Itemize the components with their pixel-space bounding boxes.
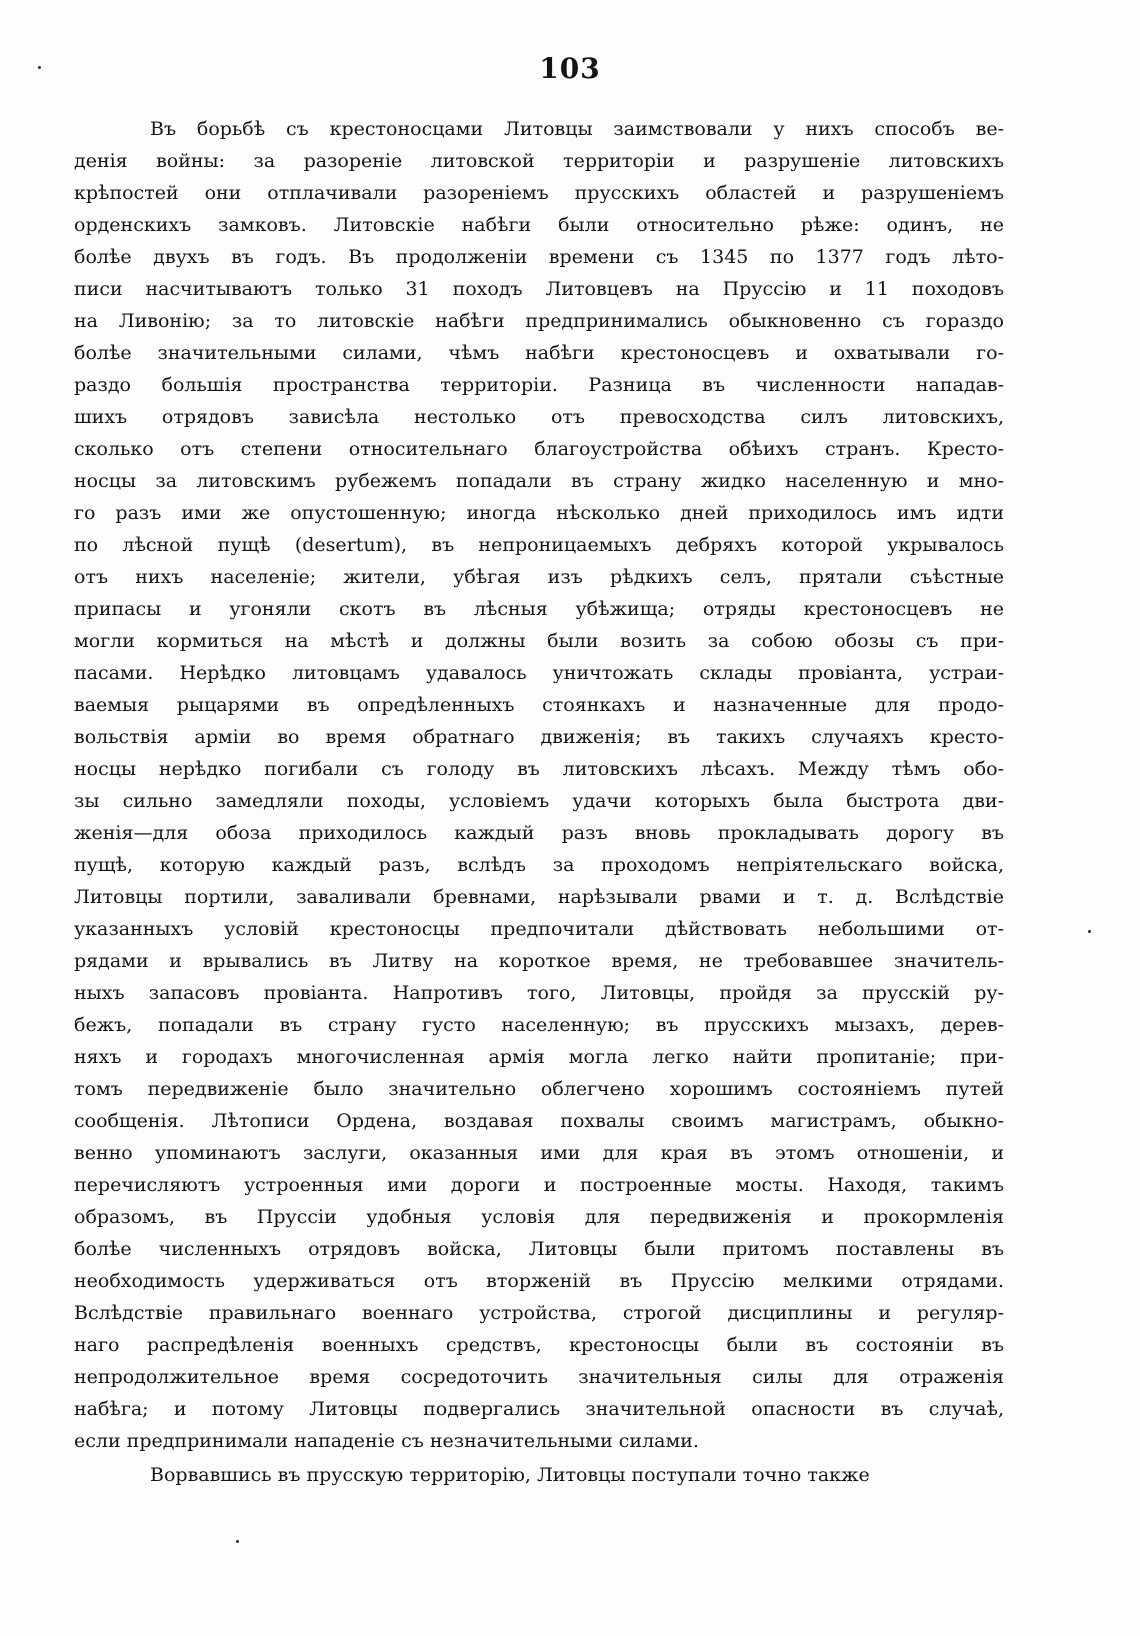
text-line: сообщенія. Лѣтописи Ордена, воздавая похвалы своимъ магистрамъ, обыкно-	[74, 1110, 1004, 1132]
scan-speck	[38, 66, 41, 69]
page-number: 103	[539, 52, 601, 85]
text-line: ваемыя рыцарями въ опредѣленныхъ стоянкахъ и назначенные для продо-	[74, 694, 1004, 716]
text-line: отъ нихъ населеніе; жители, убѣгая изъ рѣдкихъ селъ, прятали съѣстные	[74, 566, 1004, 588]
text-line: го разъ ими же опустошенную; иногда нѣсколько дней приходилось имъ идти	[74, 502, 1004, 524]
text-line: шихъ отрядовъ зависѣла нестолько отъ превосходства силъ литовскихъ,	[74, 406, 1004, 428]
text-line: припасы и угоняли скотъ въ лѣсныя убѣжища; отряды крестоносцевъ не	[74, 598, 1004, 620]
text-line: непродолжительное время сосредоточить значительныя силы для отраженія	[74, 1366, 1004, 1388]
text-line: вольствія арміи во время обратнаго движенія; въ такихъ случаяхъ кресто-	[74, 726, 1004, 748]
text-line: бежъ, попадали въ страну густо населенную; въ прусскихъ мызахъ, дерев-	[74, 1014, 1004, 1036]
text-line: рядами и врывались въ Литву на короткое время, не требовавшее значитель-	[74, 950, 1004, 972]
text-line: образомъ, въ Пруссіи удобныя условія для передвиженія и прокормленія	[74, 1206, 1004, 1228]
text-line: по лѣсной пущѣ (desertum), въ непроницаемыхъ дебряхъ которой укрывалось	[74, 534, 1004, 556]
text-line: орденскихъ замковъ. Литовскіе набѣги были относительно рѣже: одинъ, не	[74, 214, 1004, 236]
text-line: сколько отъ степени относительнаго благоустройства обѣихъ странъ. Кресто-	[74, 438, 1004, 460]
text-line: необходимость удерживаться отъ вторженій въ Пруссію мелкими отрядами.	[74, 1270, 1004, 1292]
text-line: могли кормиться на мѣстѣ и должны были возить за собою обозы съ при-	[74, 630, 1004, 652]
text-line: болѣе значительными силами, чѣмъ набѣги крестоносцевъ и охватывали го-	[74, 342, 1004, 364]
text-line: пущѣ, которую каждый разъ, вслѣдъ за проходомъ непріятельскаго войска,	[74, 854, 1004, 876]
text-line: пасами. Нерѣдко литовцамъ удавалось уничтожать склады провіанта, устраи-	[74, 662, 1004, 684]
text-line: раздо большія пространства территоріи. Разница въ численности нападав-	[74, 374, 1004, 396]
text-line: указанныхъ условій крестоносцы предпочитали дѣйствовать небольшими от-	[74, 918, 1004, 940]
text-line: зы сильно замедляли походы, условіемъ удачи которыхъ была быстрота дви-	[74, 790, 1004, 812]
paragraph	[74, 1459, 1004, 1491]
body-text	[74, 113, 1004, 1491]
text-line: крѣпостей они отплачивали разореніемъ прусскихъ областей и разрушеніемъ	[74, 182, 1004, 204]
scan-speck	[236, 1540, 239, 1543]
paragraph	[74, 113, 1004, 1457]
text-line: на Ливонію; за то литовскіе набѣги предпринимались обыкновенно съ гораздо	[74, 310, 1004, 332]
text-line: если предпринимали нападеніе съ незначительными силами.	[74, 1430, 699, 1452]
scan-speck	[1088, 930, 1091, 933]
text-line: носцы за литовскимъ рубежемъ попадали въ страну жидко населенную и мно-	[74, 470, 1004, 492]
text-line: няхъ и городахъ многочисленная армія могла легко найти пропитаніе; при-	[74, 1046, 1004, 1068]
text-line: перечисляютъ устроенныя ими дороги и построенные мосты. Находя, такимъ	[74, 1174, 1004, 1196]
text-line: болѣе численныхъ отрядовъ войска, Литовцы были притомъ поставлены въ	[74, 1238, 1004, 1260]
text-line: набѣга; и потому Литовцы подвергались значительной опасности въ случаѣ,	[74, 1398, 1004, 1420]
text-line: томъ передвиженіе было значительно облегчено хорошимъ состояніемъ путей	[74, 1078, 1004, 1100]
text-line: наго распредѣленія военныхъ средствъ, крестоносцы были въ состояніи въ	[74, 1334, 1004, 1356]
text-line: Ворвавшись въ прусскую территорію, Литовцы поступали точно также	[150, 1464, 870, 1486]
text-line: денія войны: за разореніе литовской территоріи и разрушеніе литовскихъ	[74, 150, 1004, 172]
text-line: женія—для обоза приходилось каждый разъ вновь прокладывать дорогу въ	[74, 822, 1004, 844]
text-line: носцы нерѣдко погибали съ голоду въ литовскихъ лѣсахъ. Между тѣмъ обо-	[74, 758, 1004, 780]
text-line: Литовцы портили, заваливали бревнами, нарѣзывали рвами и т. д. Вслѣдствіе	[74, 886, 1004, 908]
text-line: Въ борьбѣ съ крестоносцами Литовцы заимствовали у нихъ способъ ве-	[150, 118, 1004, 140]
text-line: Вслѣдствіе правильнаго военнаго устройства, строгой дисциплины и регуляр-	[74, 1302, 1004, 1324]
text-line: венно упоминаютъ заслуги, оказанныя ими для края въ этомъ отношеніи, и	[74, 1142, 1004, 1164]
text-line: писи насчитываютъ только 31 походъ Литовцевъ на Пруссію и 11 походовъ	[74, 278, 1004, 300]
text-line: болѣе двухъ въ годъ. Въ продолженіи времени съ 1345 по 1377 годъ лѣто-	[74, 246, 1004, 268]
text-line: ныхъ запасовъ провіанта. Напротивъ того, Литовцы, пройдя за прусскій ру-	[74, 982, 1004, 1004]
